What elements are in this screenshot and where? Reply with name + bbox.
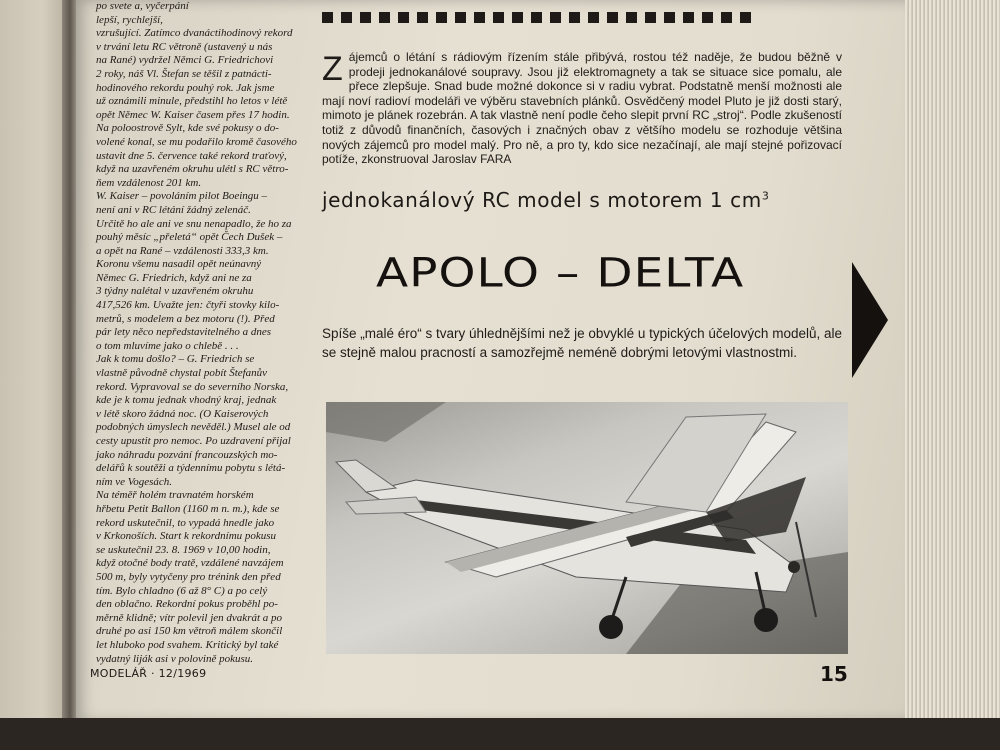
left-column-line: rekord uskutečnil, to vypadá hnedle jako: [96, 516, 275, 529]
left-column-line: Určitě ho ale ani ve snu nenapadlo, že ho za: [96, 217, 292, 230]
left-column-line: ustavit dne 5. července také rekord traťový,: [96, 149, 287, 162]
decorative-square: [550, 12, 561, 23]
left-column-line: už oznámili minule, předstihl ho letos v létě: [96, 95, 288, 108]
left-column-line: ním ve Vogesách.: [96, 475, 173, 488]
left-column-line: Na poloostrově Sylt, kde své pokusy o do-: [96, 122, 279, 135]
left-column-line: pár lety něco nepředstavitelného a dnes: [96, 326, 272, 339]
left-column-text: [96, 0, 310, 666]
left-column-line: 2 roky, náš Vl. Štefan se těšil z patnácti-: [96, 67, 272, 80]
decorative-square: [702, 12, 713, 23]
left-column-line: v Krkonoších. Start k rekordnímu pokusu: [96, 530, 277, 543]
left-column-line: když otočné body tratě, vzdálené navzájem: [96, 557, 284, 570]
left-column-line: volené konal, se mu podařilo kromě časového: [96, 135, 297, 148]
left-column-line: Na téměř holém travnatém horském: [96, 489, 254, 502]
left-column-line: druhé po asi 150 km větroň málem skončil: [96, 625, 283, 638]
left-column-line: rekord. Vypravoval se do severního Norska,: [96, 380, 289, 393]
decorative-square: [493, 12, 504, 23]
left-column-line: v trvání letu RC větroně (ustavený u nás: [96, 40, 273, 53]
subtitle-superscript: 3: [761, 189, 770, 203]
left-column-line: Jak k tomu došlo? – G. Friedrich se: [96, 353, 255, 366]
left-column-line: vlastně původně chystal pobít Štefanův: [96, 367, 268, 380]
left-column-line: tím. Bylo chladno (6 až 8° C) a po celý: [96, 584, 268, 597]
left-column-line: a opět na Rané – vzdálenosti 333,3 km.: [96, 244, 269, 257]
page-stack-edges: [905, 0, 1000, 750]
page-arrow-icon: [852, 262, 888, 378]
left-column-line: Koronu všemu nasadil opět neúnavný: [96, 258, 262, 271]
left-column-line: ňem vzdálenost 201 km.: [96, 176, 202, 189]
decorative-square: [664, 12, 675, 23]
left-column-line: W. Kaiser – povoláním pilot Boeingu –: [96, 190, 268, 203]
left-column-line: není ani v RC létání žádný zelenáč.: [96, 203, 251, 216]
left-column-line: jako náhradu pozvání francouzských mo-: [96, 448, 278, 461]
left-column-line: 3 týdny nalétal v uzavřeném okruhu: [96, 285, 254, 298]
article-subtitle: [322, 188, 769, 212]
decorative-square: [645, 12, 656, 23]
left-column-line: hřbetu Petit Ballon (1160 m n. m.), kde se: [96, 502, 280, 515]
decorative-square-row: [322, 12, 751, 23]
page-number: 15: [820, 662, 848, 686]
footer-issue: MODELÁŘ · 12/1969: [90, 667, 207, 680]
left-column-line: lepší, rychlejší,: [96, 13, 163, 26]
decorative-square: [569, 12, 580, 23]
left-column-line: vydatný liják asi v polovině pokusu.: [96, 652, 254, 665]
decorative-square: [455, 12, 466, 23]
left-column-line: v létě skoro žádná noc. (O Kaiserových: [96, 407, 269, 420]
left-column-line: kde je k tomu jednak vhodný kraj, jednak: [96, 394, 277, 407]
left-column-line: Němec G. Friedrich, když ani ne za: [96, 271, 252, 284]
left-column-line: opět Němec W. Kaiser časem přes 17 hodin.: [96, 108, 290, 121]
decorative-square: [626, 12, 637, 23]
desk-shadow: [0, 718, 1000, 750]
left-column-line: vzrušující. Zatímco dvanáctihodinový rekord: [96, 27, 293, 40]
left-column-line: podobných úmyslech nevěděl.) Musel ale od: [96, 421, 291, 434]
left-column-line: 417,526 km. Uvažte jen: čtyři stovky kilo-: [96, 299, 280, 312]
left-column-line: cesty upustit pro nemoc. Po uzdravení přijal: [96, 435, 291, 447]
left-column-line: o tom mluvíme jako o chlebě . . .: [96, 339, 239, 352]
decorative-square: [588, 12, 599, 23]
left-column-line: 500 m, byly vytyčeny pro trénink den před: [96, 570, 281, 583]
decorative-square: [436, 12, 447, 23]
left-column-line: hodinového rekordu pouhý rok. Jak jsme: [96, 81, 275, 94]
decorative-square: [398, 12, 409, 23]
previous-page-edge: [0, 0, 70, 750]
decorative-square: [474, 12, 485, 23]
left-column-line: metrů, s modelem a bez motoru (!). Před: [96, 312, 275, 325]
decorative-square: [341, 12, 352, 23]
decorative-square: [360, 12, 371, 23]
article-title: APOLO – DELTA: [376, 250, 745, 297]
decorative-square: [740, 12, 751, 23]
decorative-square: [607, 12, 618, 23]
article-lead: Spíše „malé éro“ s tvary úhlednějšími než je obvyklé u typických účelových modelů, ale se stejně malou pracností a samozřejmě neméně dobrými letovými vlastnostmi.: [322, 326, 842, 360]
subtitle-text: jednokanálový RC model s motorem 1 cm: [322, 188, 762, 212]
left-column-line: let hluboko pod svahem. Kritický byl také: [96, 638, 279, 651]
decorative-square: [417, 12, 428, 23]
left-column-line: měrně klidně; vítr polevil jen dvakrát a po: [96, 611, 283, 624]
left-column-line: delářů k soutěži a týdennímu pobytu s létá-: [96, 462, 286, 475]
decorative-square: [531, 12, 542, 23]
decorative-square: [512, 12, 523, 23]
left-column-line: po svete a, vyčerpání: [96, 0, 189, 12]
left-column-line: na Rané) vydržel Němci G. Friedrichovi: [96, 54, 274, 67]
left-column-line: se uskutečnil 23. 8. 1969 v 10,00 hodin,: [96, 543, 271, 556]
left-column-line: den oblačno. Rekordní pokus proběhl po-: [96, 598, 278, 611]
airplane-illustration: [326, 402, 848, 654]
model-airplane-photo: [326, 402, 848, 654]
intro-text: ájemců o létání s rádiovým řízením stále přibývá, rostou též naděje, že budou běžně v prodeji jednokanálové soupravy. Jsou již elektromagnety a tak se situace sice pomalu, ale přece zlepšuje. Snad bude možné dokonce si v radiu vybrat. Podstatně menší možnosti ale mají noví radioví modeláři ve výběru stavebních plánků. Osvědčený model Pluto je již dosti starý, mimoto je plánek rozebrán. A tak vlastně není podle čeho slepit první RC „stroj“. Podle zkušeností totiž z důvodů finančních, časových i značných obav z většího modelu se rozhoduje většina nových zájemců pro model malý. Pro ně, a pro ty, kdo sice nezačínají, ale mají stejné pořizovací potíže, zkonstruoval Jaroslav FARA: [322, 50, 842, 167]
decorative-square: [721, 12, 732, 23]
left-column-line: když na uzavřeném okruhu ulétl s RC větro-: [96, 163, 289, 176]
decorative-square: [379, 12, 390, 23]
left-column-line: pouhý měsíc „přeletá“ opět Čech Dušek –: [96, 231, 283, 244]
decorative-square: [683, 12, 694, 23]
intro-paragraph: [322, 50, 842, 167]
decorative-square: [322, 12, 333, 23]
drop-cap: Z: [322, 50, 343, 88]
